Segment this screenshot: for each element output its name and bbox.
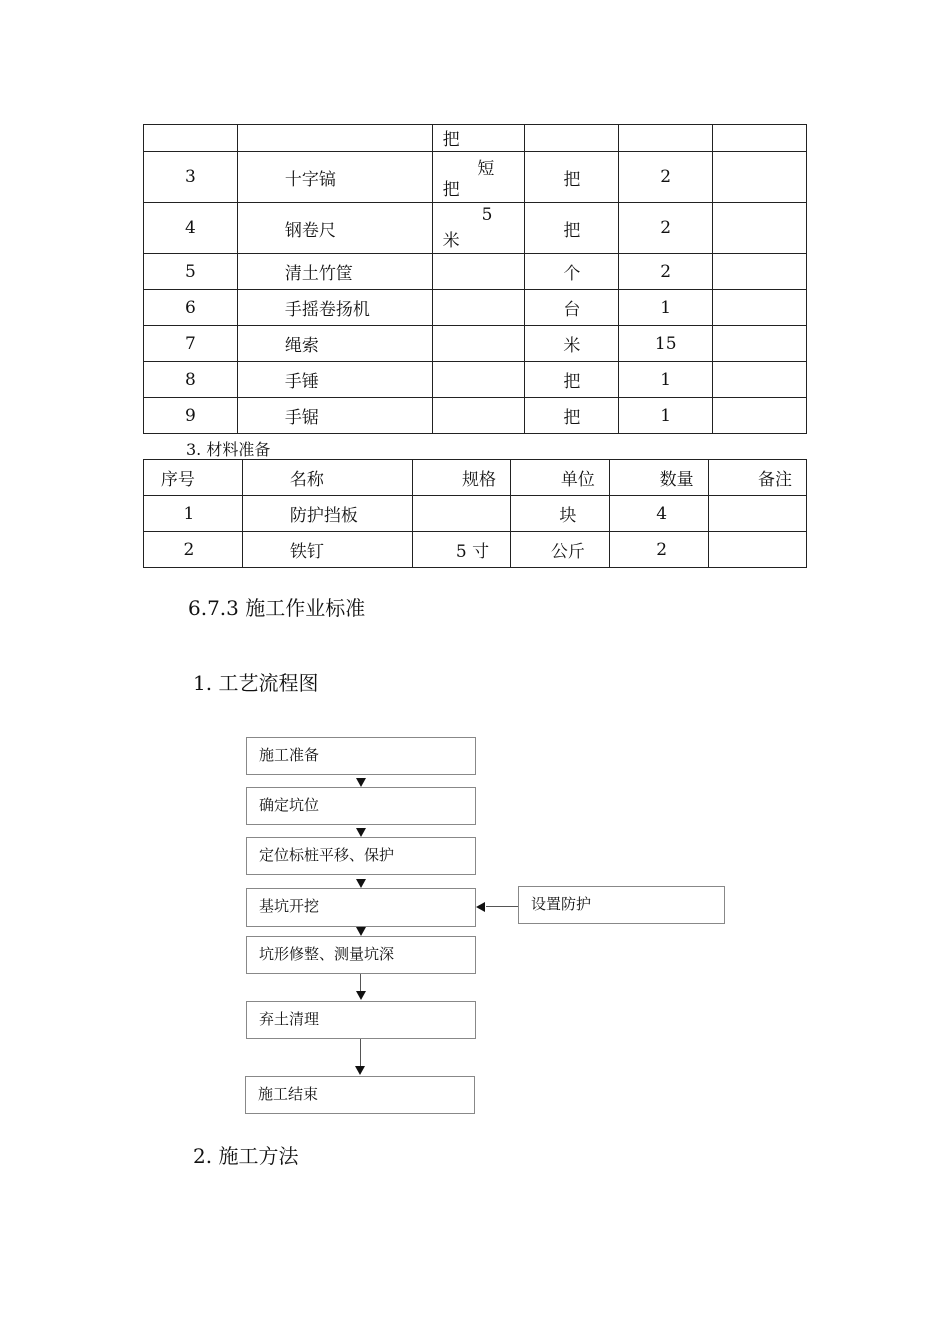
qty-cell: 2 [619,152,713,203]
materials-heading: 3. 材料准备 [186,440,271,459]
qty-cell: 2 [610,532,709,568]
table-row [144,326,807,362]
arrow-left-icon [476,902,485,912]
header-cell: 名称 [242,460,412,496]
connector-line [360,974,361,992]
tool-name: 手摇卷扬机 [237,290,432,326]
arrow-down-icon [356,778,366,787]
flow-step: 坑形修整、测量坑深 [246,936,476,974]
table-header-row [144,460,807,496]
spec-bottom: 把 [442,180,460,200]
tool-name: 手锯 [237,398,432,434]
spec-bottom: 米 [442,231,460,251]
spec-top: 5 [481,205,493,225]
header-cell: 备注 [709,460,807,496]
arrow-down-icon [356,828,366,837]
table-row [144,125,807,152]
note-cell [713,203,807,254]
tool-name: 十字镐 [237,152,432,203]
row-number: 1 [144,496,243,532]
row-number: 5 [144,254,238,290]
flow-step: 基坑开挖 [246,888,476,927]
qty-cell: 1 [619,362,713,398]
table-row [144,496,807,532]
qty-cell: 1 [619,398,713,434]
unit-cell: 米 [525,326,619,362]
note-cell [713,152,807,203]
flow-step: 弃土清理 [246,1001,476,1039]
table-row [144,254,807,290]
unit-cell: 把 [525,362,619,398]
spec-top: 短 [477,159,495,179]
tool-name: 手锤 [237,362,432,398]
table-row [144,398,807,434]
materials-table [143,459,807,568]
flow-step: 定位标桩平移、保护 [246,837,476,875]
note-cell [709,496,807,532]
tool-name: 绳索 [237,326,432,362]
header-cell: 数量 [610,460,709,496]
row-number: 4 [144,203,238,254]
table-row [144,362,807,398]
flow-step: 施工结束 [245,1076,475,1114]
tool-name: 清土竹筐 [237,254,432,290]
qty-cell: 1 [619,290,713,326]
header-cell: 序号 [144,460,243,496]
row-number: 2 [144,532,243,568]
subsection-heading: 2. 施工方法 [193,1144,299,1168]
row-number: 7 [144,326,238,362]
unit-cell: 公斤 [511,532,610,568]
unit-cell: 个 [525,254,619,290]
unit-cell: 把 [525,203,619,254]
side-step: 设置防护 [518,886,725,924]
qty-cell: 2 [619,254,713,290]
material-name: 防护挡板 [242,496,412,532]
table-row [144,532,807,568]
header-cell: 规格 [412,460,511,496]
row-number: 6 [144,290,238,326]
section-title: 6.7.3 施工作业标准 [188,596,366,620]
table-row [144,152,807,203]
tool-name: 钢卷尺 [237,203,432,254]
row-number: 8 [144,362,238,398]
connector-line [486,906,518,907]
arrow-down-icon [356,879,366,888]
unit-cell: 把 [525,398,619,434]
tools-table [143,124,807,434]
unit-cell: 块 [511,496,610,532]
arrow-down-icon [356,927,366,936]
spec-cell [412,496,511,532]
table-row [144,290,807,326]
note-cell [713,326,807,362]
qty-cell: 2 [619,203,713,254]
note-cell [709,532,807,568]
arrow-down-icon [355,1066,365,1075]
unit-cell: 台 [525,290,619,326]
spec-cell: 把 [442,130,460,150]
row-number: 3 [144,152,238,203]
material-name: 铁钉 [242,532,412,568]
row-number: 9 [144,398,238,434]
connector-line [360,1039,361,1067]
header-cell: 单位 [511,460,610,496]
qty-cell: 4 [610,496,709,532]
note-cell [713,362,807,398]
spec-cell: 5 寸 [412,532,511,568]
unit-cell: 把 [525,152,619,203]
note-cell [713,254,807,290]
table-row [144,203,807,254]
subsection-heading: 1. 工艺流程图 [193,671,319,695]
flow-step: 确定坑位 [246,787,476,825]
note-cell [713,398,807,434]
arrow-down-icon [356,991,366,1000]
note-cell [713,290,807,326]
flow-step: 施工准备 [246,737,476,775]
qty-cell: 15 [619,326,713,362]
